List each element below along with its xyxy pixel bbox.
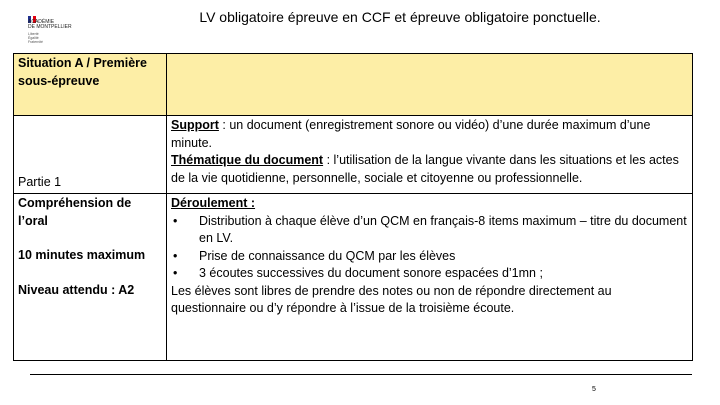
logo-line-1: ACADÉMIE (28, 19, 55, 25)
situation-cell: Situation A / Première sous-épreuve (14, 54, 167, 116)
thematique-label: Thématique du document (171, 153, 324, 168)
level-label: Niveau attendu : A2 (18, 282, 135, 297)
deroulement-cell (167, 194, 693, 361)
situation-empty-cell (167, 54, 693, 116)
table-row-situation (14, 54, 693, 116)
list-item: • Prise de connaissance du QCM par les élèves (171, 248, 688, 266)
comprehension-cell (14, 194, 167, 361)
support-label: Support (171, 118, 219, 133)
academy-logo (28, 10, 88, 46)
table-row-partie (14, 116, 693, 194)
page-number: 5 (592, 386, 596, 393)
thematique-text: : l’utilisation de la langue vivante dans les situations et les actes de la vie quotidienne, personnelle, sociale et citoyenne ou professionnelle. (171, 153, 679, 185)
logo-motto-1: Liberté (28, 32, 39, 36)
skill-label: Compréhension de l’oral (18, 196, 132, 228)
footer-divider (30, 374, 692, 375)
logo-line-2: DE MONTPELLIER (28, 24, 72, 30)
duration-label: 10 minutes maximum (18, 248, 146, 263)
support-cell (167, 116, 693, 194)
logo-motto-3: Fraternité (28, 40, 43, 44)
exam-table (13, 53, 693, 361)
partie-cell (14, 116, 167, 194)
bullet-icon: • (173, 213, 178, 228)
bullet-icon: • (173, 266, 178, 281)
partie-label: Partie 1 (18, 174, 62, 189)
deroulement-list (171, 213, 688, 283)
page-title: LV obligatoire épreuve en CCF et épreuve obligatoire ponctuelle. (199, 9, 601, 25)
list-item: • Distribution à chaque élève d’un QCM en français-8 items maximum – titre du document en LV. (173, 213, 687, 246)
support-text: : un document (enregistrement sonore ou vidéo) d’une durée maximum d’une minute. (171, 118, 651, 150)
closing-text: Les élèves sont libres de prendre des notes ou non de répondre directement au questionnaire ou d’y répondre à l’issue de la troisième écoute. (171, 283, 612, 316)
list-item: • 3 écoutes successives du document sonore espacées d’1mn ; (171, 265, 688, 283)
logo-motto-2: Égalité (28, 36, 39, 40)
bullet-icon: • (173, 248, 178, 263)
deroulement-label: Déroulement : (171, 196, 256, 211)
french-flag-icon (28, 10, 36, 17)
table-row-deroulement (14, 194, 693, 361)
